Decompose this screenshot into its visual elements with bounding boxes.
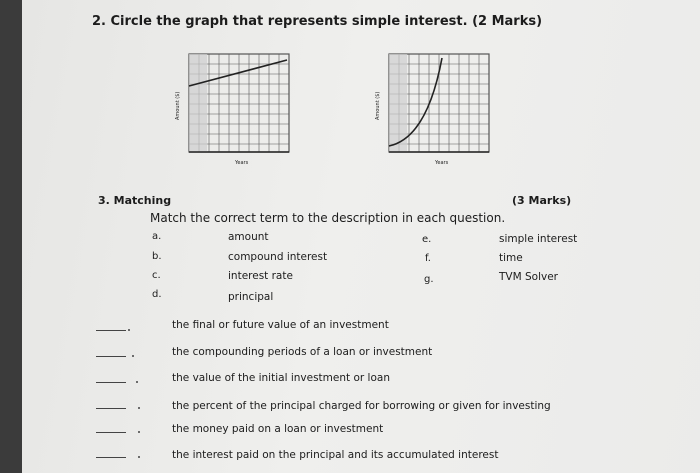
bullet-dot (138, 431, 140, 433)
bullet-dot (136, 381, 138, 383)
answer-blank[interactable] (96, 330, 126, 331)
description-item: the interest paid on the principal and its accumulated interest (172, 449, 499, 461)
bullet-dot (138, 407, 140, 409)
question-3-marks: (3 Marks) (512, 194, 572, 207)
linear-growth-graph (177, 48, 292, 168)
graph-right-ylabel: Amount ($) (375, 91, 381, 120)
answer-blank[interactable] (96, 457, 126, 458)
description-item: the money paid on a loan or investment (172, 423, 384, 435)
graph-left-ylabel: Amount ($) (175, 91, 181, 120)
exponential-growth-graph (377, 48, 492, 168)
description-item: the compounding periods of a loan or investment (172, 346, 433, 358)
term-letter: g. (424, 274, 434, 285)
term-letter: f. (425, 253, 431, 264)
answer-blank[interactable] (96, 408, 126, 409)
description-item: the value of the initial investment or loan (172, 372, 390, 384)
term-label: TVM Solver (499, 271, 558, 283)
term-label: simple interest (499, 233, 578, 245)
answer-blank[interactable] (96, 382, 126, 383)
bullet-dot (132, 355, 134, 357)
graph-simple-interest[interactable] (177, 48, 292, 168)
term-label: principal (228, 291, 274, 303)
term-letter: b. (152, 251, 162, 262)
bullet-dot (128, 329, 130, 331)
graph-compound-interest[interactable] (377, 48, 492, 168)
term-label: compound interest (228, 251, 328, 263)
worksheet-page (22, 0, 700, 473)
answer-blank[interactable] (96, 432, 126, 433)
question-3-title: 3. Matching (98, 194, 172, 207)
term-letter: c. (152, 270, 161, 281)
bullet-dot (138, 456, 140, 458)
term-letter: e. (422, 234, 432, 245)
answer-blank[interactable] (96, 356, 126, 357)
matching-instruction: Match the correct term to the description in each question. (150, 211, 506, 225)
term-label: interest rate (228, 270, 293, 282)
description-item: the final or future value of an investment (172, 319, 389, 331)
term-letter: d. (152, 289, 162, 300)
graph-right-xlabel: Years (435, 160, 449, 166)
term-label: amount (228, 231, 269, 243)
term-label: time (499, 252, 523, 264)
description-item: the percent of the principal charged for borrowing or given for investing (172, 400, 551, 412)
question-2-title: 2. Circle the graph that represents simple interest. (2 Marks) (92, 14, 543, 29)
graph-left-xlabel: Years (235, 160, 249, 166)
term-letter: a. (152, 231, 162, 242)
